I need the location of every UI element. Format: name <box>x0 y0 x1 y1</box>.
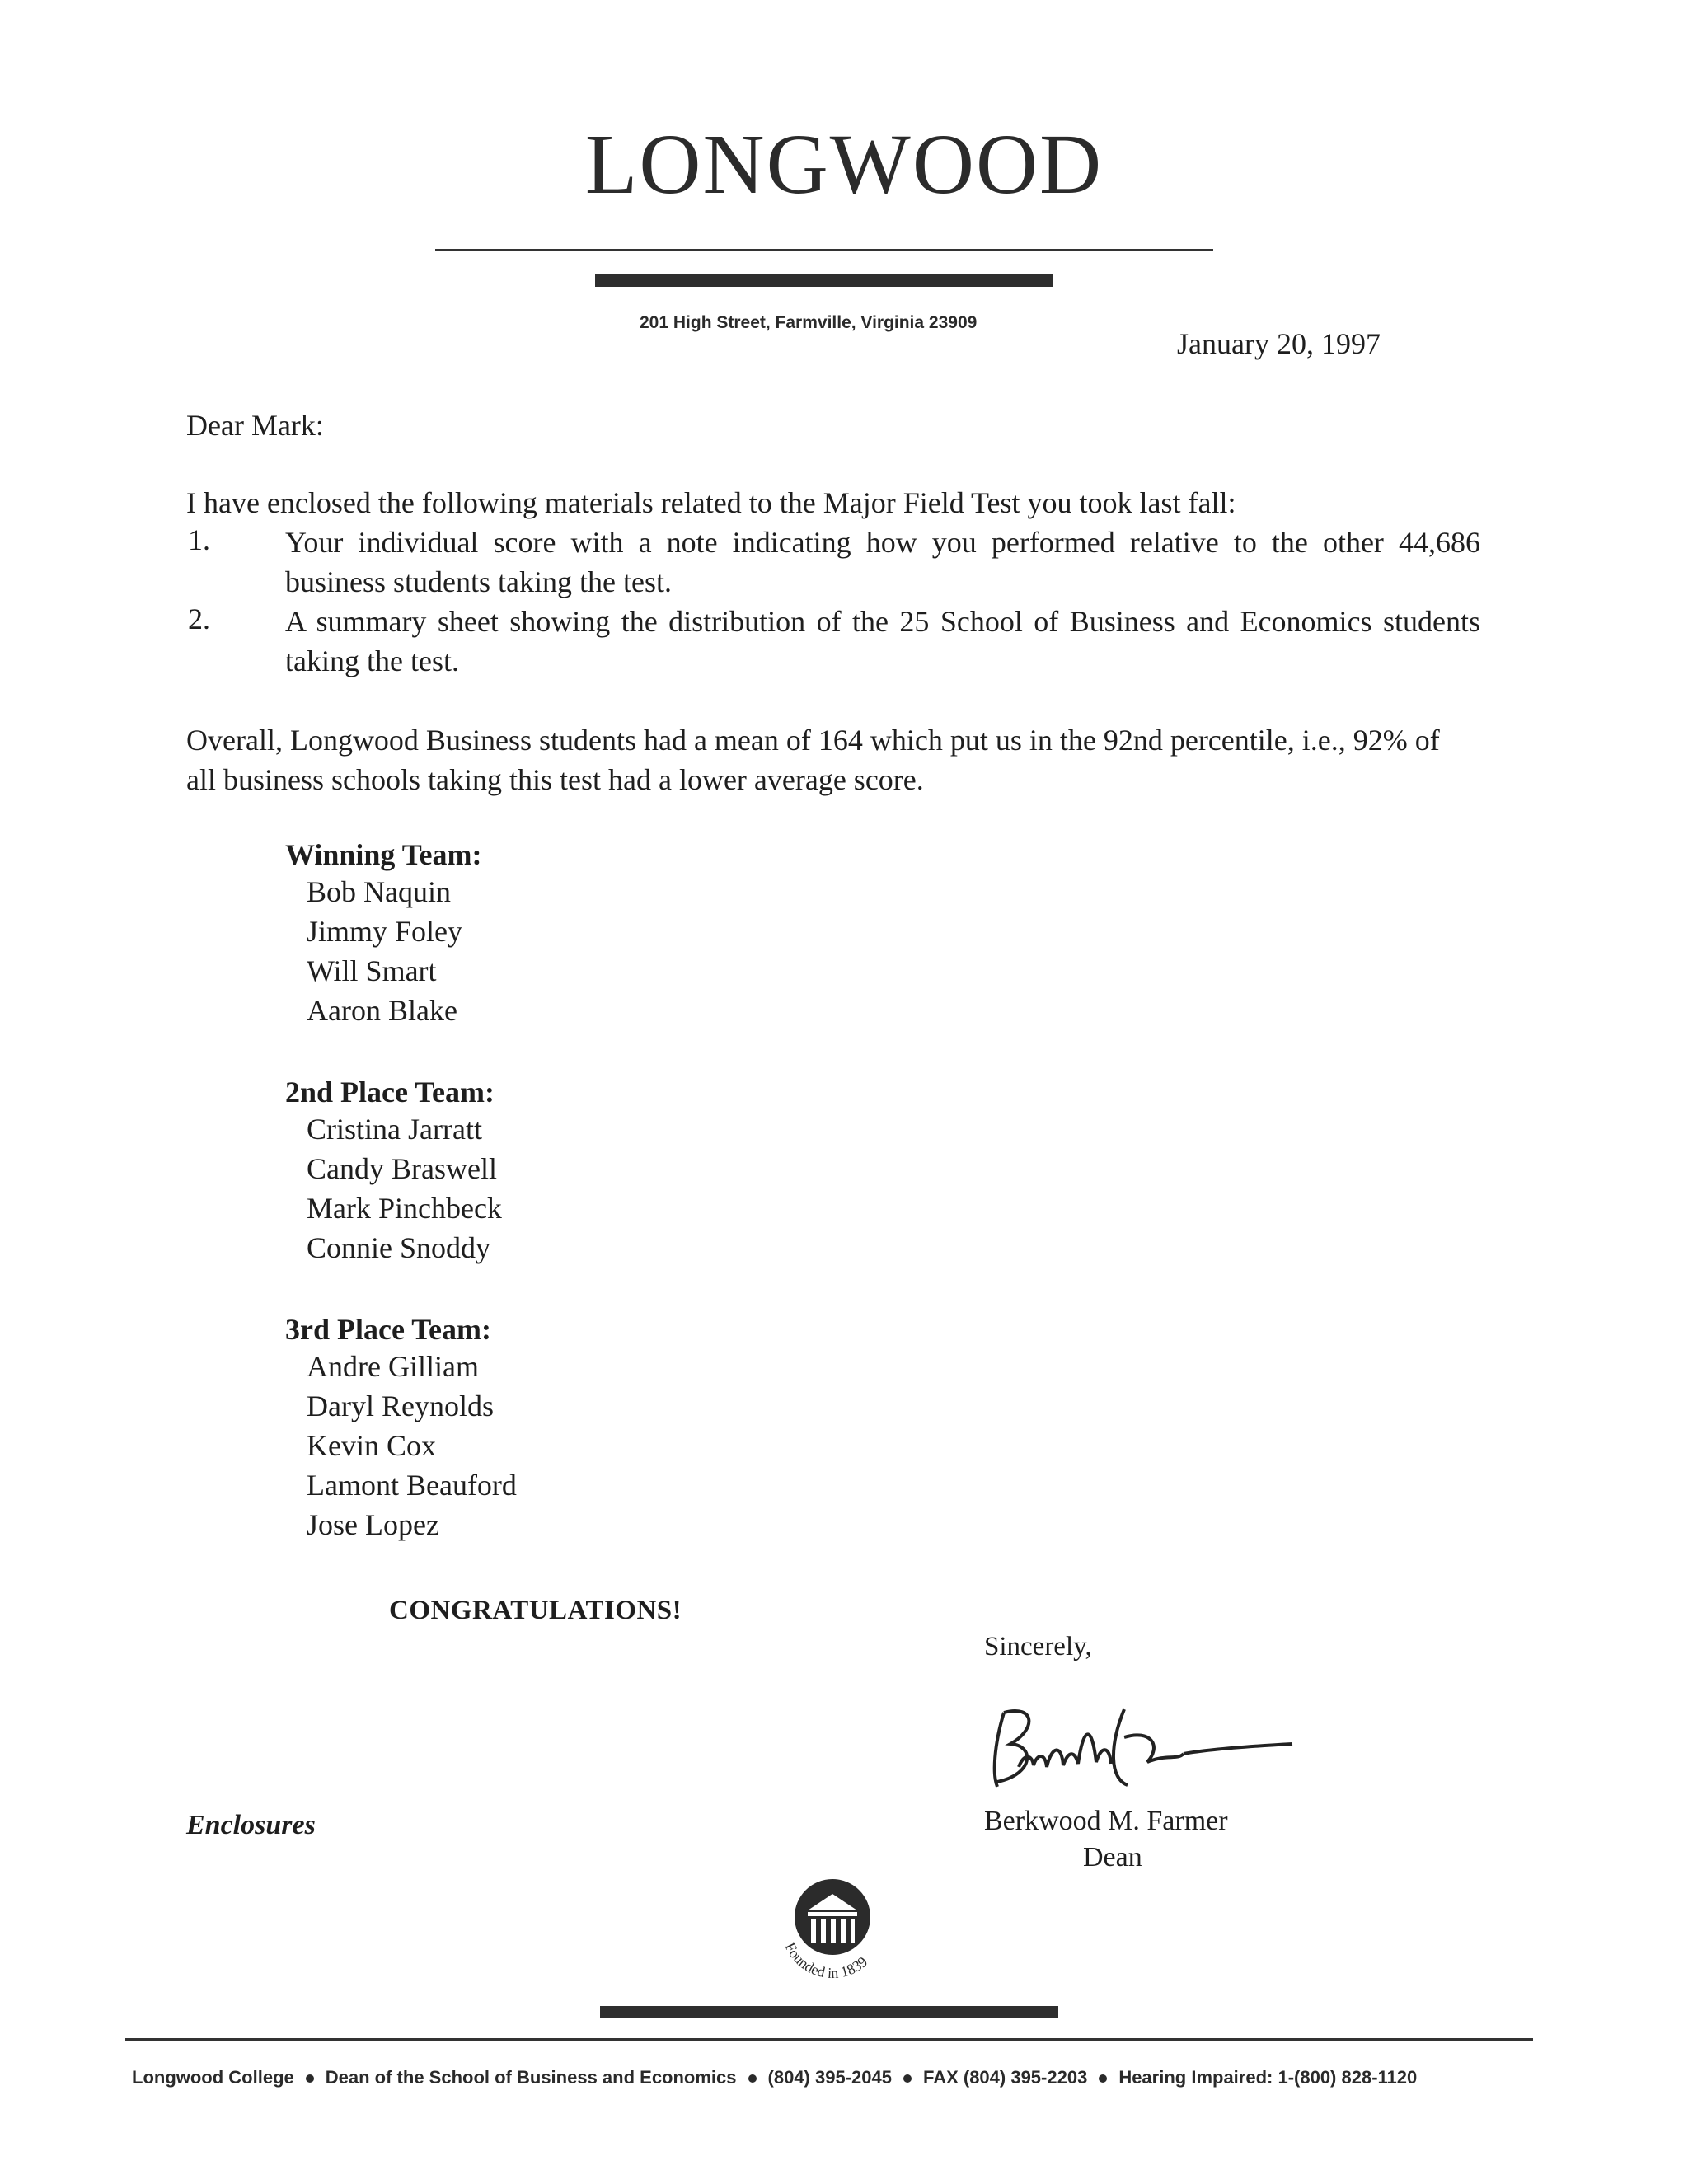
footer-rule-thin <box>125 2038 1533 2041</box>
closing: Sincerely, <box>984 1632 1092 1661</box>
team-member: Candy Braswell <box>307 1152 497 1185</box>
footer-rule-thick <box>600 2006 1058 2018</box>
team-member: Mark Pinchbeck <box>307 1192 502 1225</box>
second-place-team <box>285 1075 502 1268</box>
bullet-icon <box>1099 2074 1107 2083</box>
footer-item: Hearing Impaired: 1-(800) 828-1120 <box>1118 2067 1418 2088</box>
team-member: Lamont Beauford <box>307 1469 517 1502</box>
team-heading: 3rd Place Team: <box>285 1313 491 1346</box>
team-member: Aaron Blake <box>307 994 457 1027</box>
signature-graphic <box>986 1696 1299 1795</box>
footer-item: FAX (804) 395-2203 <box>922 2067 1088 2088</box>
letterhead-address: 201 High Street, Farmville, Virginia 23909 <box>640 313 978 332</box>
longwood-logo: LONGWOOD <box>584 117 1104 212</box>
footer-item: Longwood College <box>132 2067 294 2088</box>
team-member: Andre Gilliam <box>307 1350 479 1383</box>
footer-item: Dean of the School of Business and Economics <box>325 2067 737 2088</box>
college-seal-icon <box>767 1869 898 1993</box>
enclosures-note: Enclosures <box>186 1810 316 1840</box>
header-rule-thin <box>435 249 1213 251</box>
list-item-text: Your individual score with a note indicating how you performed relative to the other 44,686 business students taking the test. <box>285 526 1480 598</box>
footer-contact-line <box>132 2067 1417 2088</box>
third-place-team <box>285 1312 517 1544</box>
team-member: Connie Snoddy <box>307 1231 491 1264</box>
overall-paragraph: Overall, Longwood Business students had a mean of 164 which put us in the 92nd percentile, i.e., 92% of all business schools taking this test had a lower average score. <box>186 724 1440 796</box>
bullet-icon <box>306 2074 314 2083</box>
team-heading: Winning Team: <box>285 838 482 871</box>
list-item-text: A summary sheet showing the distribution of the 25 School of Business and Economics students taking the test. <box>285 605 1480 677</box>
team-heading: 2nd Place Team: <box>285 1076 495 1108</box>
list-item-number: 1. <box>188 523 210 556</box>
congratulations-text: CONGRATULATIONS! <box>389 1596 682 1625</box>
salutation: Dear Mark: <box>186 409 324 442</box>
signer-title: Dean <box>1083 1842 1142 1872</box>
signer-block <box>984 1803 1228 1876</box>
signer-name: Berkwood M. Farmer <box>984 1806 1228 1836</box>
bullet-icon <box>903 2074 912 2083</box>
bullet-icon <box>748 2074 757 2083</box>
team-member: Jimmy Foley <box>307 915 463 948</box>
header-rule-thick <box>595 274 1053 287</box>
team-member: Jose Lopez <box>307 1508 439 1541</box>
team-member: Daryl Reynolds <box>307 1390 494 1422</box>
list-item-number: 2. <box>188 602 210 635</box>
team-member: Bob Naquin <box>307 875 451 908</box>
seal-text: Founded in 1839 <box>781 1939 871 1982</box>
team-member: Cristina Jarratt <box>307 1113 482 1146</box>
letter-date: January 20, 1997 <box>1177 327 1381 360</box>
intro-paragraph: I have enclosed the following materials related to the Major Field Test you took last fall: <box>186 486 1236 519</box>
footer-item: (804) 395-2045 <box>767 2067 892 2088</box>
team-member: Will Smart <box>307 954 437 987</box>
team-member: Kevin Cox <box>307 1429 436 1462</box>
winning-team <box>285 837 481 1030</box>
